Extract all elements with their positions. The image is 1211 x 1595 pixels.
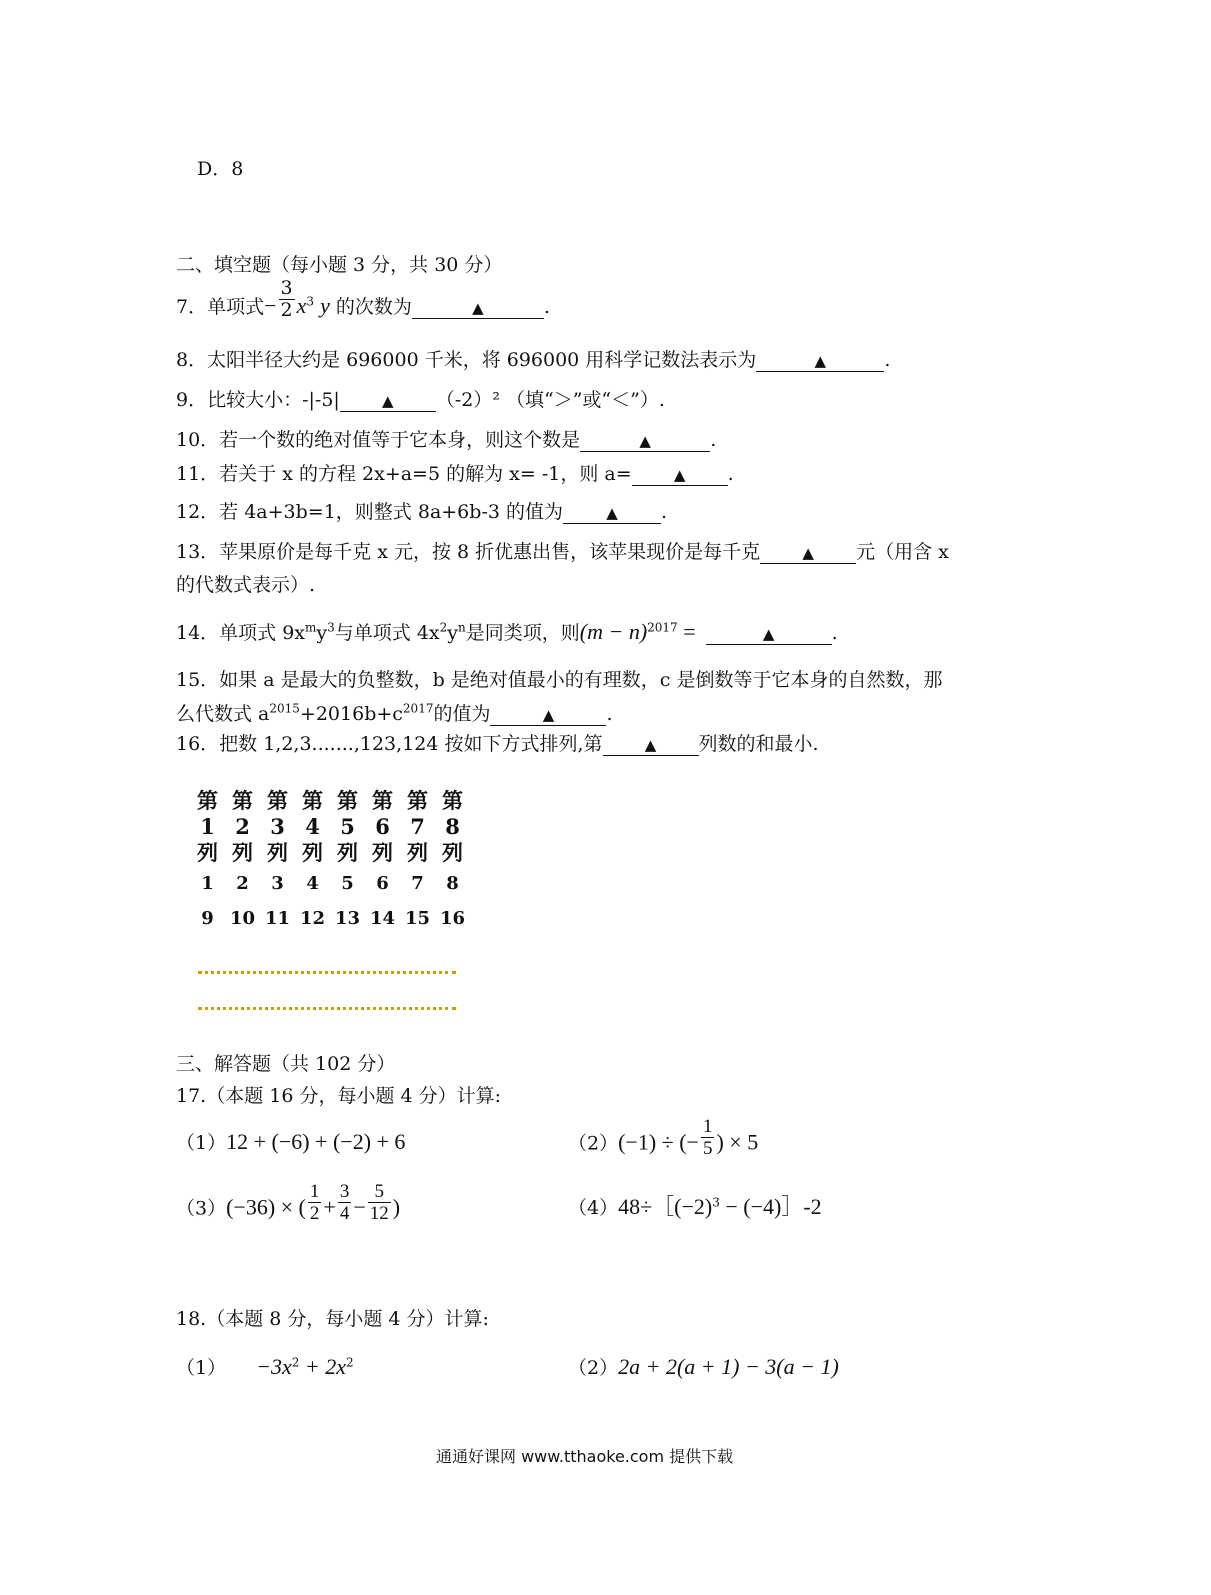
table-cell: 第 xyxy=(232,788,253,813)
q17-p3-f2d: 4 xyxy=(339,1203,350,1224)
q17-p1-label: （1） xyxy=(176,1132,227,1154)
q8-blank xyxy=(756,350,884,372)
answer-marker: ▲ xyxy=(673,466,686,484)
option-d: D．8 xyxy=(197,158,244,180)
table-cell: 10 xyxy=(229,908,256,929)
q18-p1-e2: 2 xyxy=(345,1355,354,1370)
table-cell: 第 xyxy=(197,788,218,813)
q7-num: 3 xyxy=(280,276,293,299)
question-16 xyxy=(176,732,819,756)
q9-post: （-2）² （填“＞”或“＜”）. xyxy=(435,389,665,411)
q14-expr: (m − n) xyxy=(579,619,648,644)
table-cell: 1 xyxy=(200,814,215,839)
q11-text: 11．若关于 x 的方程 2x+a=5 的解为 x= -1，则 a= xyxy=(176,463,632,485)
q16-post: 列数的和最小. xyxy=(698,733,819,755)
q14-end: . xyxy=(831,622,838,644)
answer-marker: ▲ xyxy=(644,736,657,754)
question-15-line2 xyxy=(176,702,613,726)
table-cell: 5 xyxy=(340,814,355,839)
q17-p3-a: (−36) × ( xyxy=(226,1194,306,1220)
answer-marker: ▲ xyxy=(542,706,555,724)
q14-pre: 14．单项式 9x xyxy=(176,622,306,644)
q17-p2-num: 1 xyxy=(702,1116,713,1137)
table-cell: 4 xyxy=(306,873,319,894)
q17-part1 xyxy=(176,1130,405,1155)
q8-text: 8．太阳半径大约是 696000 千米，将 696000 用科学记数法表示为 xyxy=(176,349,757,371)
question-12 xyxy=(176,500,667,524)
table-cell: 第 xyxy=(302,788,323,813)
question-14 xyxy=(176,620,838,645)
q17-p1-expr: 12 + (−6) + (−2) + 6 xyxy=(226,1129,406,1154)
q18-p2-label: （2） xyxy=(568,1357,619,1379)
table-cell: 列 xyxy=(197,840,218,865)
table-cell: 11 xyxy=(264,908,291,929)
q12-end: . xyxy=(661,501,668,523)
q17-p3-f2n: 3 xyxy=(339,1181,350,1202)
q9-text: 9．比较大小：-|-5| xyxy=(176,389,340,411)
dotted-line-2 xyxy=(198,1007,456,1010)
question-8 xyxy=(176,348,890,372)
question-13-line1 xyxy=(176,540,949,564)
q18-part2 xyxy=(568,1355,839,1380)
question-7 xyxy=(176,276,550,321)
q14-e2: 2 xyxy=(439,620,448,635)
q7-minus: − xyxy=(264,293,277,318)
q17-title: 17.（本题 16 分，每小题 4 分）计算: xyxy=(176,1085,502,1107)
section2-title: 二、填空题（每小题 3 分，共 30 分） xyxy=(176,254,503,276)
q7-x: x xyxy=(296,293,307,318)
table-cell: 12 xyxy=(299,908,326,929)
q17-p2-b: ) × 5 xyxy=(716,1129,759,1155)
table-cell: 第 xyxy=(442,788,463,813)
q14-post: 是同类项，则 xyxy=(465,622,580,644)
table-row-1 xyxy=(190,866,470,901)
table-row-2 xyxy=(190,901,470,936)
q15-line2-pre: 么代数式 a xyxy=(176,703,270,725)
table-cell: 7 xyxy=(410,814,425,839)
question-13-line2: 的代数式表示）. xyxy=(176,574,316,596)
table-header-row3 xyxy=(190,840,470,866)
table-header-row1 xyxy=(190,788,470,814)
table-cell: 16 xyxy=(439,908,466,929)
table-cell: 6 xyxy=(375,814,390,839)
q18-p1-e1: 2 xyxy=(291,1355,300,1370)
q7-prefix: 7．单项式 xyxy=(176,296,265,318)
q14-y3: y xyxy=(316,622,328,644)
q13-line1: 13．苹果原价是每千克 x 元，按 8 折优惠出售，该苹果现价是每千克 xyxy=(176,541,761,563)
q7-post: 的次数为 xyxy=(335,296,412,318)
table-cell: 列 xyxy=(337,840,358,865)
q7-den: 2 xyxy=(280,298,293,321)
table-cell: 第 xyxy=(337,788,358,813)
q7-y: y xyxy=(320,293,330,318)
q17-part4 xyxy=(568,1195,822,1220)
q18-title: 18.（本题 8 分，每小题 4 分）计算: xyxy=(176,1308,489,1330)
q18-p1-b: + 2x xyxy=(299,1354,346,1379)
q17-p2-den: 5 xyxy=(702,1138,713,1159)
section3-title: 三、解答题（共 102 分） xyxy=(176,1053,396,1075)
table-cell: 3 xyxy=(270,814,285,839)
q17-p3-frac1 xyxy=(308,1181,322,1224)
question-9 xyxy=(176,388,665,412)
q9-blank xyxy=(340,390,436,412)
table-cell: 列 xyxy=(267,840,288,865)
q18-p1-a: −3x xyxy=(256,1354,292,1379)
q17-p3-op2: − xyxy=(353,1194,366,1220)
q17-p2-label: （2） xyxy=(568,1132,619,1155)
answer-marker: ▲ xyxy=(472,299,484,317)
q17-p2-a: (−1) ÷ (− xyxy=(618,1129,699,1155)
q17-p3-op1: + xyxy=(323,1194,336,1220)
table-cell: 列 xyxy=(442,840,463,865)
q12-blank xyxy=(563,502,661,524)
q14-n: n xyxy=(458,620,466,635)
dotted-line-1 xyxy=(198,971,456,974)
q17-p3-f1n: 1 xyxy=(309,1181,320,1202)
q17-p4-b: − (−4)］-2 xyxy=(719,1194,822,1219)
footer-text: 通通好课网 www.tthaoke.com 提供下载 xyxy=(436,1447,734,1466)
q14-yn: y xyxy=(447,622,459,644)
q17-p3-label: （3） xyxy=(176,1197,227,1220)
table-cell: 2 xyxy=(235,814,250,839)
q7-blank xyxy=(412,297,544,319)
q18-p2-expr: 2a + 2(a + 1) − 3(a − 1) xyxy=(618,1354,839,1379)
table-cell: 5 xyxy=(341,873,354,894)
question-11 xyxy=(176,462,734,486)
q17-part3 xyxy=(176,1181,401,1224)
q10-text: 10．若一个数的绝对值等于它本身，则这个数是 xyxy=(176,429,581,451)
q16-text: 16．把数 1,2,3.......,123,124 按如下方式排列,第 xyxy=(176,733,603,755)
q13-blank xyxy=(760,542,856,564)
q7-fraction xyxy=(279,278,295,321)
answer-marker: ▲ xyxy=(639,432,651,450)
q17-p3-b: ) xyxy=(392,1194,401,1220)
q15-line2-post: 的值为 xyxy=(433,703,491,725)
q15-end: . xyxy=(606,703,613,725)
table-cell: 列 xyxy=(407,840,428,865)
q17-p3-frac3 xyxy=(368,1181,391,1224)
answer-marker: ▲ xyxy=(814,352,827,370)
q17-p3-f3d: 12 xyxy=(369,1203,389,1224)
table-cell: 7 xyxy=(411,873,424,894)
q14-m: m xyxy=(305,620,317,635)
q15-e2: 2017 xyxy=(402,701,434,716)
table-cell: 6 xyxy=(376,873,389,894)
table-cell: 1 xyxy=(201,873,214,894)
table-cell: 13 xyxy=(334,908,361,929)
table-cell: 第 xyxy=(267,788,288,813)
table-cell: 8 xyxy=(445,814,460,839)
q16-blank xyxy=(603,734,699,756)
table-cell: 列 xyxy=(302,840,323,865)
q14-eq: = xyxy=(677,619,696,644)
table-cell: 9 xyxy=(201,908,214,929)
q14-mid: 与单项式 4x xyxy=(334,622,440,644)
table-cell: 列 xyxy=(372,840,393,865)
q14-blank xyxy=(706,623,832,645)
q17-p4-a: 48÷［(−2) xyxy=(618,1194,713,1219)
q17-p3-frac2 xyxy=(338,1181,352,1224)
question-10 xyxy=(176,428,716,452)
q13-line1-post: 元（用含 x xyxy=(856,541,949,563)
q17-p4-exp: 3 xyxy=(712,1195,720,1210)
q14-exp: 2017 xyxy=(647,620,678,635)
table-cell: 8 xyxy=(446,873,459,894)
table-cell: 14 xyxy=(369,908,396,929)
q11-end: . xyxy=(727,463,734,485)
table-cell: 第 xyxy=(372,788,393,813)
q17-p2-fraction xyxy=(701,1116,715,1159)
q8-end: . xyxy=(884,349,891,371)
q10-end: . xyxy=(710,429,717,451)
q15-blank xyxy=(490,704,606,726)
table-cell: 2 xyxy=(236,873,249,894)
q15-e1: 2015 xyxy=(269,701,300,716)
table-cell: 第 xyxy=(407,788,428,813)
q7-exp: 3 xyxy=(306,294,315,309)
answer-marker: ▲ xyxy=(802,544,814,562)
q7-end: . xyxy=(543,296,550,318)
table-cell: 4 xyxy=(305,814,320,839)
table-cell: 3 xyxy=(271,873,284,894)
q18-p1-label: （1） xyxy=(176,1357,227,1379)
q11-blank xyxy=(632,464,728,486)
q17-p4-label: （4） xyxy=(568,1197,619,1219)
q15-mid: +2016b+c xyxy=(299,703,403,725)
q17-p3-f1d: 2 xyxy=(309,1203,320,1224)
q18-part1 xyxy=(176,1355,354,1380)
arrangement-table xyxy=(190,788,470,936)
q12-text: 12．若 4a+3b=1，则整式 8a+6b-3 的值为 xyxy=(176,501,563,523)
table-cell: 15 xyxy=(404,908,431,929)
answer-marker: ▲ xyxy=(382,392,394,410)
answer-marker: ▲ xyxy=(762,625,775,643)
q10-blank xyxy=(580,430,710,452)
table-cell: 列 xyxy=(232,840,253,865)
question-15-line1: 15．如果 a 是最大的负整数，b 是绝对值最小的有理数，c 是倒数等于它本身的自然数，那 xyxy=(176,669,943,691)
answer-marker: ▲ xyxy=(606,504,618,522)
table-header-row2 xyxy=(190,814,470,840)
q17-p3-f3n: 5 xyxy=(374,1181,384,1202)
q17-part2 xyxy=(568,1116,759,1159)
q14-e3: 3 xyxy=(327,620,335,635)
